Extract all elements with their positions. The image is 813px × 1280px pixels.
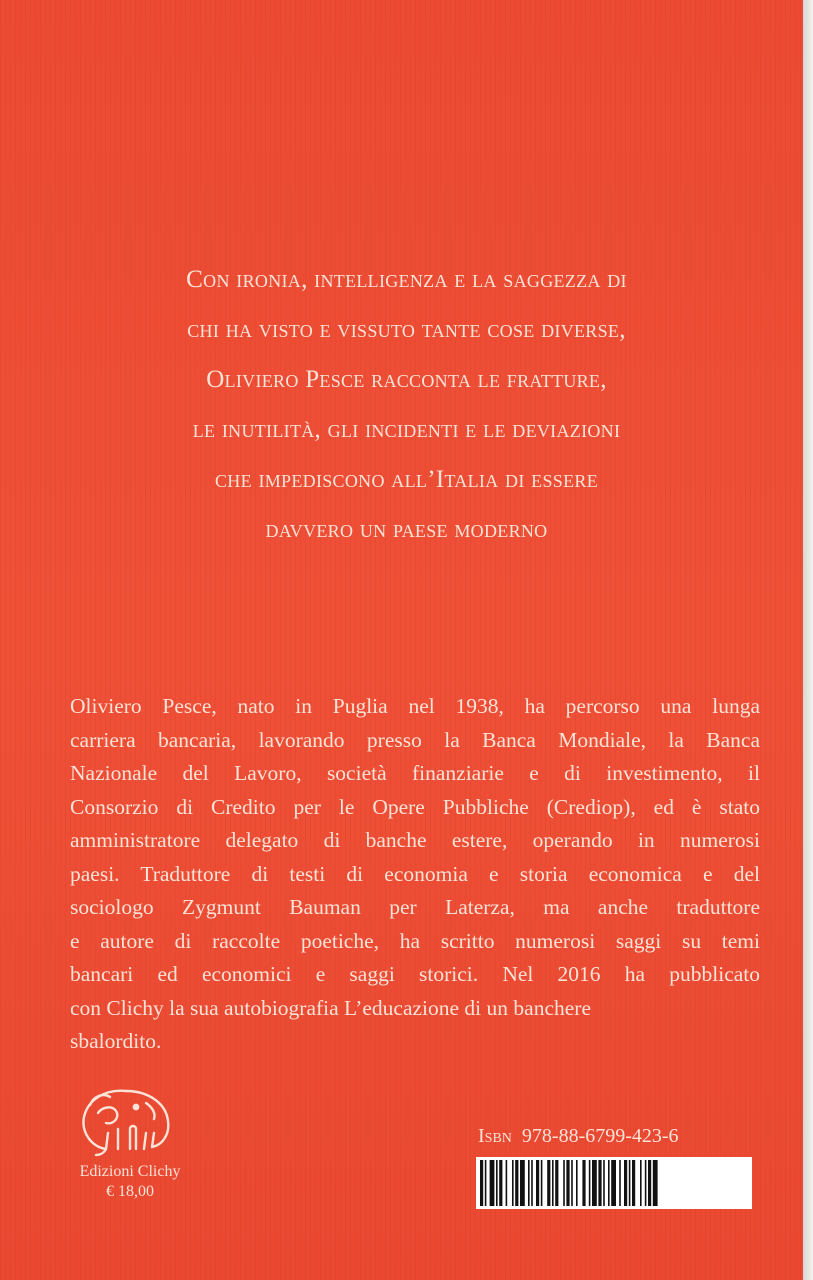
barcode-bar [485, 1160, 487, 1206]
barcode-bar [589, 1160, 591, 1206]
barcode-bar [555, 1160, 558, 1206]
barcode-bar [611, 1160, 616, 1206]
isbn-label: Isbn [478, 1125, 512, 1147]
barcode-bar [653, 1160, 658, 1206]
barcode-bar [499, 1160, 502, 1206]
blurb-line: le inutilità, gli incidenti e le deviazioni [192, 416, 621, 443]
barcode-bar [512, 1160, 514, 1206]
barcode-bar [619, 1160, 621, 1206]
barcode-bar [603, 1160, 605, 1206]
page-edge [803, 0, 813, 1280]
barcode-bar [645, 1160, 647, 1206]
barcode-bar [563, 1160, 565, 1206]
barcode-bar [541, 1160, 543, 1206]
bio-line: e autore di raccolte poetiche, ha scritto numerosi saggi su temi [70, 928, 760, 953]
bio-line: carriera bancaria, lavorando presso la Banca Mondiale, la Banca [70, 727, 760, 752]
barcode-bar [520, 1160, 525, 1206]
barcode-bar [531, 1160, 533, 1206]
barcode-bar [640, 1160, 642, 1206]
blurb-line: Con ironia, intelligenza e la saggezza di [186, 266, 627, 293]
barcode-bar [496, 1160, 498, 1206]
blurb-line: davvero un paese moderno [265, 516, 548, 543]
publisher-name: Edizioni Clichy [79, 1163, 181, 1180]
price: € 18,00 [106, 1183, 154, 1200]
barcode-bar [576, 1160, 578, 1206]
isbn-number: 978-88-6799-423-6 [521, 1125, 679, 1147]
barcode-bar [592, 1160, 597, 1206]
barcode-bar [608, 1160, 610, 1206]
isbn-line [478, 1125, 750, 1148]
autobiography-title: L’educazione di un banchere [344, 995, 591, 1020]
barcode-bar [632, 1160, 635, 1206]
elephant-icon [76, 1085, 176, 1161]
bio-line: con Clichy la sua autobiografia [70, 995, 339, 1020]
blurb-line: chi ha visto e vissuto tante cose diverse, [187, 316, 626, 343]
barcode-bar [552, 1160, 554, 1206]
publisher-block [70, 1162, 190, 1202]
bio-line: bancari ed economici e saggi storici. Nel 2016 ha pubblicato [70, 962, 760, 986]
barcode-bar [624, 1160, 627, 1206]
barcode [476, 1157, 752, 1209]
barcode-bar [506, 1160, 508, 1206]
bio-line: sociologo Zygmunt Bauman per Laterza, ma anche traduttore [70, 895, 760, 919]
barcode-bar [566, 1160, 569, 1206]
bio-line: Nazionale del Lavoro, società finanziarie e di investimento, il [70, 761, 760, 785]
blurb-line: che impediscono all’Italia di essere [215, 466, 598, 493]
barcode-bar [598, 1160, 601, 1206]
barcode-bar [582, 1160, 585, 1206]
barcode-bar [528, 1160, 530, 1206]
bio-line: Oliviero Pesce, nato in Puglia nel 1938, ha percorso una lunga [70, 694, 760, 718]
barcode-bar [480, 1160, 483, 1206]
bio-line: amministratore delegato di banche estere, operando in numerosi [70, 828, 760, 852]
bio-line: paesi. Traduttore di testi di economia e storia economica e del [70, 861, 760, 886]
bio-line: Consorzio di Credito per le Opere Pubbliche (Crediop), ed è stato [70, 794, 760, 819]
author-bio [70, 690, 760, 1059]
blurb-text [50, 255, 763, 555]
bio-line-with-title [70, 992, 760, 1026]
barcode-bar [490, 1160, 495, 1206]
bio-last-line: sbalordito. [70, 1029, 162, 1053]
barcode-bar [547, 1160, 550, 1206]
barcode-bar [536, 1160, 539, 1206]
blurb-line: Oliviero Pesce racconta le fratture, [206, 366, 607, 393]
barcode-bar [648, 1160, 651, 1206]
barcode-bar [571, 1160, 573, 1206]
barcode-bar [515, 1160, 518, 1206]
barcode-bar [629, 1160, 631, 1206]
